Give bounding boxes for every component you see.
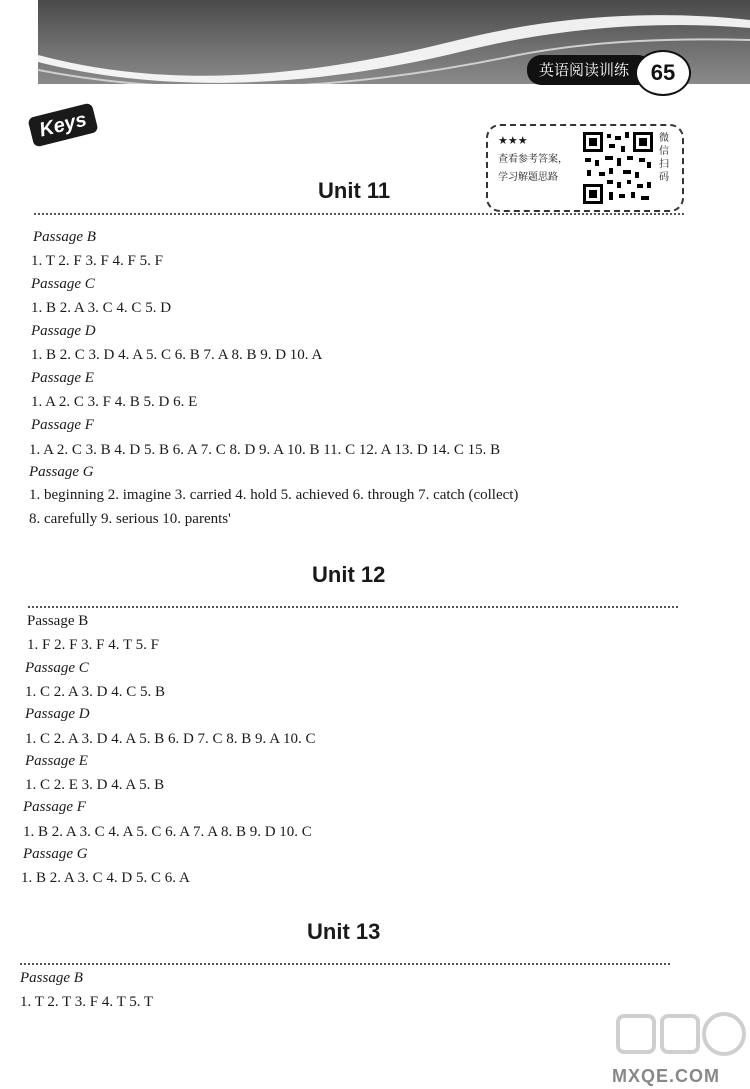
unit-11-passage-g-answers-1: 1. beginning 2. imagine 3. carried 4. hold 5. achieved 6. through 7. catch (collect) xyxy=(29,487,519,503)
unit-11-passage-e-answers: 1. A 2. C 3. F 4. B 5. D 6. E xyxy=(31,394,198,410)
unit-11-title: Unit 11 xyxy=(318,178,391,203)
unit-12-divider xyxy=(28,606,678,608)
keys-badge: Keys xyxy=(27,102,98,147)
unit-12-title: Unit 12 xyxy=(312,562,386,587)
qr-code-icon[interactable] xyxy=(581,130,655,206)
unit-12-passage-c-answers: 1. C 2. A 3. D 4. C 5. B xyxy=(25,684,166,700)
unit-12-passage-g-label: Passage G xyxy=(23,846,88,862)
unit-12-passage-e-answers: 1. C 2. E 3. D 4. A 5. B xyxy=(25,777,165,793)
watermark-text: MXQE.COM xyxy=(612,1066,721,1086)
unit-11-passage-b-label: Passage B xyxy=(33,229,96,245)
unit-11-passage-b-answers: 1. T 2. F 3. F 4. F 5. F xyxy=(31,253,163,269)
unit-13-divider xyxy=(20,963,670,965)
unit-11-divider xyxy=(34,213,684,215)
unit-11-passage-c-answers: 1. B 2. A 3. C 4. C 5. D xyxy=(31,300,172,316)
unit-12-passage-b-answers: 1. F 2. F 3. F 4. T 5. F xyxy=(27,637,159,653)
qr-caption-line1: 查看参考答案， xyxy=(498,154,568,165)
unit-12-passage-f-answers: 1. B 2. A 3. C 4. A 5. C 6. A 7. A 8. B 9. D 10. C xyxy=(23,824,312,840)
unit-11-passage-d-label: Passage D xyxy=(31,323,96,339)
unit-11-passage-g-answers-2: 8. carefully 9. serious 10. parents' xyxy=(29,511,231,527)
unit-13-passage-b-answers: 1. T 2. T 3. F 4. T 5. T xyxy=(20,994,154,1010)
unit-12-passage-c-label: Passage C xyxy=(25,660,89,676)
qr-side-text: 微信扫码 xyxy=(659,133,669,183)
book-title: 英语阅读训练 xyxy=(527,55,652,85)
unit-12-passage-d-label: Passage D xyxy=(25,706,90,722)
qr-caption-line2: 学习解题思路 xyxy=(498,172,558,183)
unit-12-passage-b-label: Passage B xyxy=(27,613,89,629)
unit-11-passage-g-label: Passage G xyxy=(29,464,94,480)
page-number: 65 xyxy=(635,50,691,96)
unit-13-passage-b-label: Passage B xyxy=(20,970,83,986)
unit-12-passage-g-answers: 1. B 2. A 3. C 4. D 5. C 6. A xyxy=(21,870,190,886)
qr-code-box xyxy=(486,124,684,212)
unit-12-passage-e-label: Passage E xyxy=(25,753,88,769)
unit-11-passage-f-label: Passage F xyxy=(31,417,94,433)
unit-11-passage-f-answers: 1. A 2. C 3. B 4. D 5. B 6. A 7. C 8. D 9. A 10. B 11. C 12. A 13. D 14. C 15. B xyxy=(29,442,501,458)
unit-12-passage-d-answers: 1. C 2. A 3. D 4. A 5. B 6. D 7. C 8. B 9. A 10. C xyxy=(25,731,316,747)
qr-stars: ★★★ xyxy=(498,134,528,147)
unit-11-passage-e-label: Passage E xyxy=(31,370,94,386)
unit-11-passage-d-answers: 1. B 2. C 3. D 4. A 5. C 6. B 7. A 8. B 9. D 10. A xyxy=(31,347,323,363)
unit-13-title: Unit 13 xyxy=(307,919,381,944)
unit-11-passage-c-label: Passage C xyxy=(31,276,95,292)
unit-12-passage-f-label: Passage F xyxy=(23,799,86,815)
